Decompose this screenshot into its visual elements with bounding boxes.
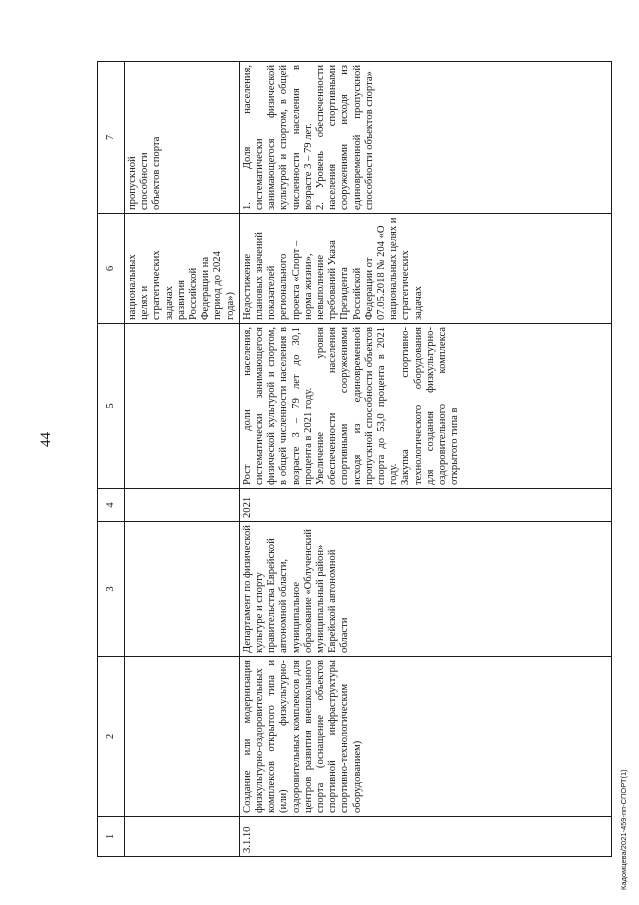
continued-consequences-cell: национальных целях и стратегических задачах развития Российской Федерации на период до 2024 года») — [125, 214, 240, 324]
consequences-cell: Недостижение плановых значений показателей регионального проекта «Спорт – норма жизни», невыполнение требований Указа Президента Российской Федерации от 07.05.2018 № 204 «О национальных целях и стратегических задачах — [239, 214, 611, 324]
expected-result-cell: Рост доли населения, систематически занимающегося физической культурой и спортом, в общей численности населения в возрасте 3 – 79 лет до 30,1 процента в 2021 году. Увеличение уровня обеспеченности населения спортивными сооружениями исходя из единовременной пропускной способности объектов спорта до 53,0 процента в 2021 году. Закупка спортивно-технологического оборудования для создания физкультурно-оздоровительного комплекса открытого типа в — [239, 324, 611, 489]
column-number-row — [98, 62, 125, 857]
continued-indicators-cell: пропускной способности объектов спорта — [125, 62, 240, 214]
column-number-6: 6 — [98, 214, 125, 324]
activities-table — [97, 62, 612, 857]
empty-cell — [125, 817, 240, 857]
column-number-3: 3 — [98, 522, 125, 657]
table-row — [239, 62, 611, 857]
continuation-row — [125, 62, 240, 857]
page-number: 44 — [38, 432, 54, 447]
column-number-2: 2 — [98, 657, 125, 817]
empty-cell — [125, 489, 240, 522]
column-number-5: 5 — [98, 324, 125, 489]
empty-cell — [125, 324, 240, 489]
column-number-1: 1 — [98, 817, 125, 857]
indicators-cell: 1. Доля населения, систематически занимающегося физической культурой и спортом, в общей численности населения в возрасте 3 – 79 лет. 2. Уровень обеспеченности населения спортивными сооружениями исходя из единовременной пропускной способности объектов спорта» — [239, 62, 611, 214]
row-number-cell: 3.1.10 — [239, 817, 611, 857]
activity-name-cell: Создание или модернизация физкультурно-оздоровительных комплексов открытого типа и (или) физкультурно-оздоровительных комплексов для центров развития внешкольного спорта (оснащение объектов спортивной инфраструктуры спортивно-технологическим оборудованием) — [239, 657, 611, 817]
year-cell: 2021 — [239, 489, 611, 522]
empty-cell — [125, 657, 240, 817]
empty-cell — [125, 522, 240, 657]
column-number-7: 7 — [98, 62, 125, 214]
column-number-4: 4 — [98, 489, 125, 522]
executor-cell: Департамент по физической культуре и спорту правительства Еврейской автономной области, муниципальное образование «Облученский муниципальный район» Еврейской автономной области — [239, 522, 611, 657]
document-code: Кадомцева/2021-459-пп-СПОРТ(1) — [619, 769, 628, 890]
